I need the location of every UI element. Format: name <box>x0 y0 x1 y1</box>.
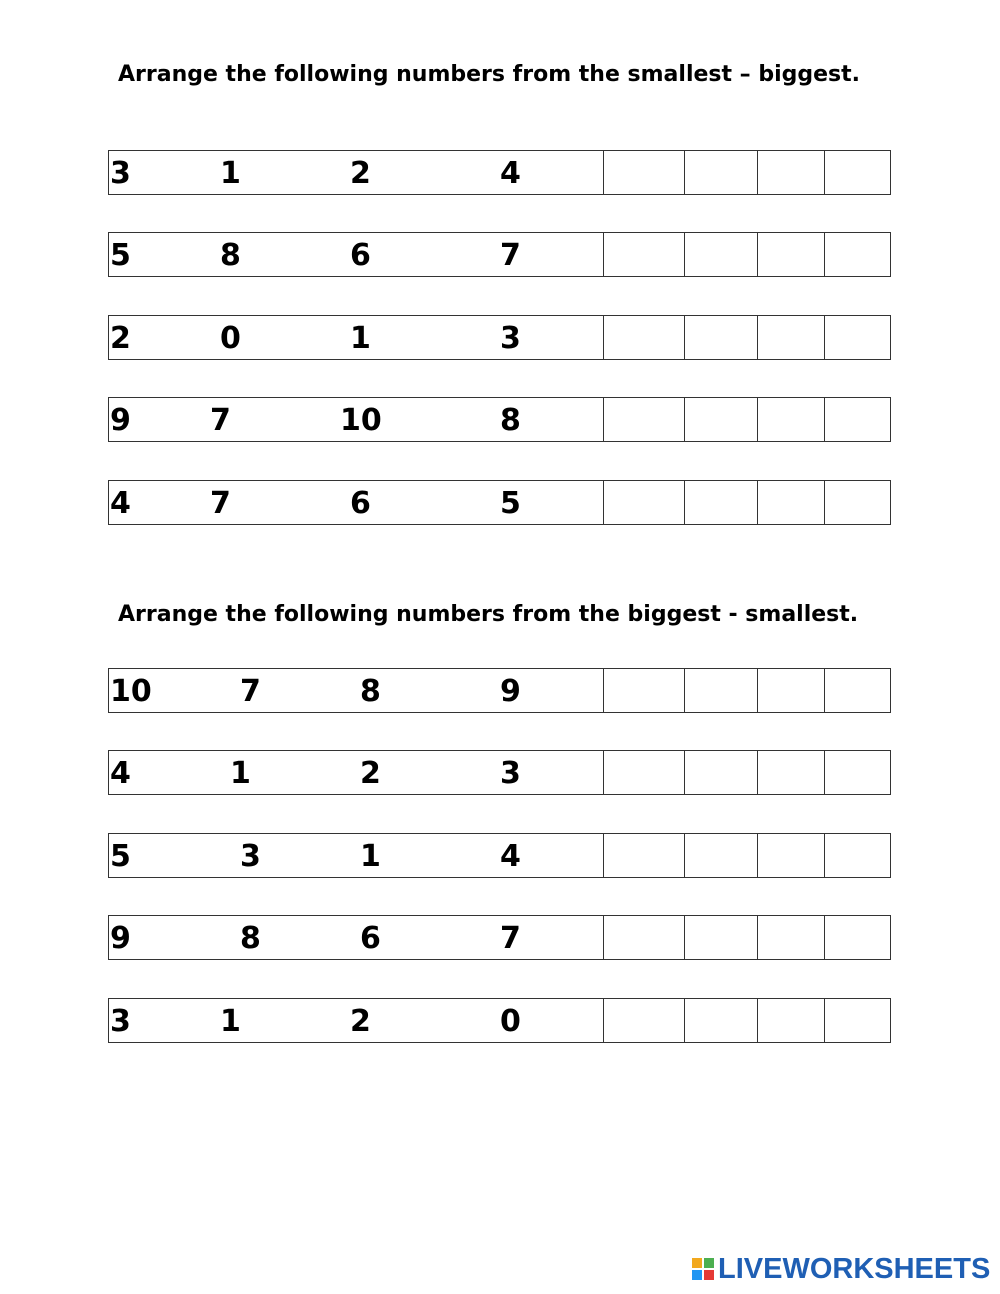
logo-square-icon <box>704 1270 714 1280</box>
given-number: 8 <box>360 674 381 709</box>
answer-box[interactable] <box>603 916 684 959</box>
answer-box[interactable] <box>603 669 684 712</box>
given-number: 1 <box>350 321 371 356</box>
answer-box[interactable] <box>824 151 891 194</box>
answer-box[interactable] <box>757 316 824 359</box>
number-row <box>108 150 891 195</box>
given-number: 7 <box>210 486 231 521</box>
logo-square-icon <box>704 1258 714 1268</box>
answer-box[interactable] <box>684 316 757 359</box>
given-number: 9 <box>110 403 131 438</box>
logo-blocks-icon <box>692 1258 714 1280</box>
answer-box[interactable] <box>824 398 891 441</box>
number-row <box>108 232 891 277</box>
answer-box[interactable] <box>603 316 684 359</box>
answer-box[interactable] <box>824 669 891 712</box>
number-row <box>108 998 891 1043</box>
given-number: 7 <box>500 921 521 956</box>
given-number: 3 <box>240 839 261 874</box>
logo-text: LIVEWORKSHEETS <box>718 1252 991 1285</box>
given-number: 8 <box>220 238 241 273</box>
given-number: 4 <box>500 156 521 191</box>
given-number: 4 <box>110 486 131 521</box>
given-number: 8 <box>240 921 261 956</box>
given-number: 2 <box>110 321 131 356</box>
answer-box[interactable] <box>757 151 824 194</box>
answer-box[interactable] <box>684 916 757 959</box>
answer-box[interactable] <box>684 233 757 276</box>
given-number: 1 <box>220 1004 241 1039</box>
answer-box[interactable] <box>684 834 757 877</box>
answer-box[interactable] <box>824 999 891 1042</box>
given-number: 10 <box>110 674 152 709</box>
number-row <box>108 915 891 960</box>
given-number: 6 <box>350 238 371 273</box>
answer-box[interactable] <box>757 233 824 276</box>
number-row <box>108 668 891 713</box>
given-number: 5 <box>500 486 521 521</box>
given-number: 8 <box>500 403 521 438</box>
answer-box[interactable] <box>684 751 757 794</box>
answer-box[interactable] <box>824 233 891 276</box>
answer-box[interactable] <box>603 233 684 276</box>
given-number: 10 <box>340 403 382 438</box>
given-number: 3 <box>500 321 521 356</box>
answer-box[interactable] <box>603 151 684 194</box>
answer-box[interactable] <box>684 669 757 712</box>
given-number: 4 <box>110 756 131 791</box>
answer-box[interactable] <box>824 316 891 359</box>
answer-box[interactable] <box>603 481 684 524</box>
number-row <box>108 750 891 795</box>
given-number: 7 <box>240 674 261 709</box>
given-number: 1 <box>220 156 241 191</box>
given-number: 3 <box>500 756 521 791</box>
answer-box[interactable] <box>757 751 824 794</box>
given-number: 6 <box>360 921 381 956</box>
answer-box[interactable] <box>824 481 891 524</box>
given-number: 9 <box>110 921 131 956</box>
given-number: 3 <box>110 1004 131 1039</box>
instruction-biggest-smallest: Arrange the following numbers from the biggest - smallest. <box>118 602 859 627</box>
given-number: 5 <box>110 238 131 273</box>
answer-box[interactable] <box>824 751 891 794</box>
answer-box[interactable] <box>757 916 824 959</box>
answer-box[interactable] <box>757 481 824 524</box>
logo-square-icon <box>692 1258 702 1268</box>
answer-box[interactable] <box>603 834 684 877</box>
answer-box[interactable] <box>603 999 684 1042</box>
answer-box[interactable] <box>757 999 824 1042</box>
answer-box[interactable] <box>684 999 757 1042</box>
liveworksheets-logo <box>692 1254 990 1284</box>
answer-box[interactable] <box>684 151 757 194</box>
given-number: 7 <box>500 238 521 273</box>
given-number: 7 <box>210 403 231 438</box>
answer-box[interactable] <box>757 834 824 877</box>
answer-box[interactable] <box>757 398 824 441</box>
given-number: 4 <box>500 839 521 874</box>
number-row <box>108 397 891 442</box>
answer-box[interactable] <box>684 481 757 524</box>
given-number: 2 <box>350 156 371 191</box>
given-number: 1 <box>360 839 381 874</box>
given-number: 9 <box>500 674 521 709</box>
answer-box[interactable] <box>603 398 684 441</box>
given-number: 2 <box>360 756 381 791</box>
given-number: 3 <box>110 156 131 191</box>
answer-box[interactable] <box>824 916 891 959</box>
given-number: 5 <box>110 839 131 874</box>
given-number: 0 <box>220 321 241 356</box>
answer-box[interactable] <box>757 669 824 712</box>
answer-box[interactable] <box>824 834 891 877</box>
given-number: 6 <box>350 486 371 521</box>
answer-box[interactable] <box>603 751 684 794</box>
number-row <box>108 315 891 360</box>
given-number: 1 <box>230 756 251 791</box>
given-number: 2 <box>350 1004 371 1039</box>
given-number: 0 <box>500 1004 521 1039</box>
answer-box[interactable] <box>684 398 757 441</box>
number-row <box>108 480 891 525</box>
logo-square-icon <box>692 1270 702 1280</box>
instruction-smallest-biggest: Arrange the following numbers from the smallest – biggest. <box>118 62 861 87</box>
number-row <box>108 833 891 878</box>
